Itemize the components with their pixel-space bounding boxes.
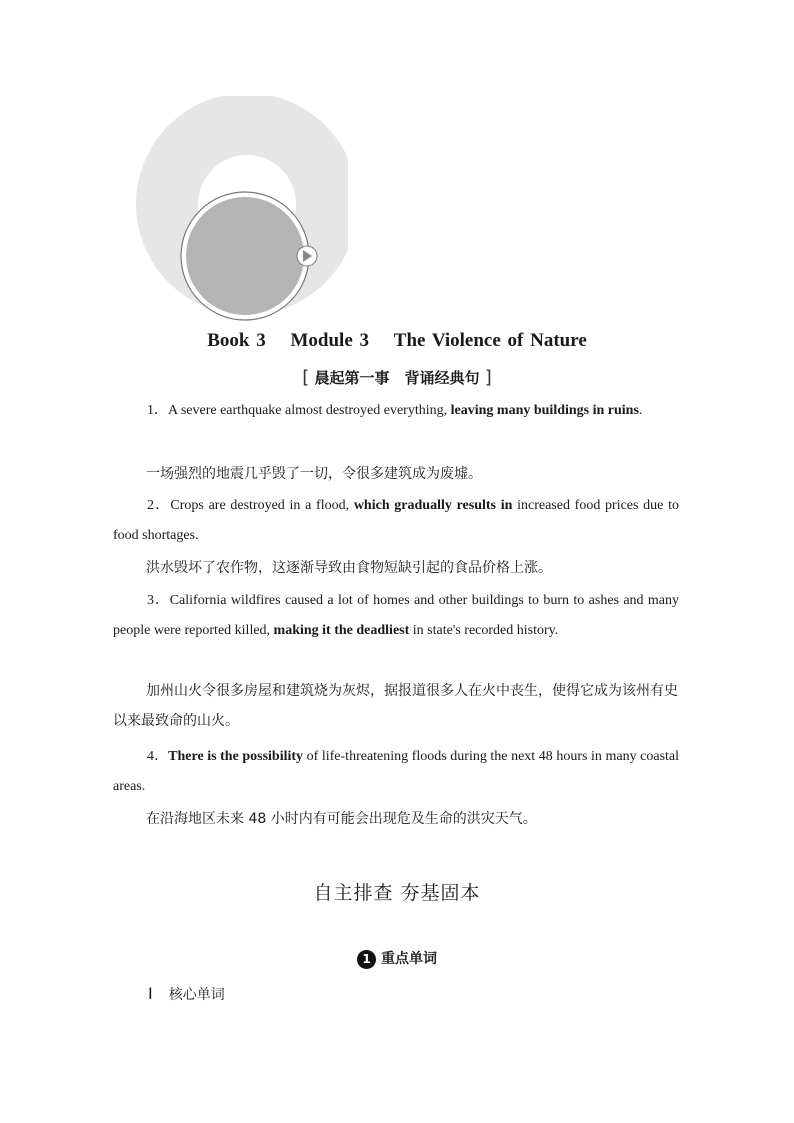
sentence-3-chinese: 加州山火令很多房屋和建筑烧为灰烬，据报道很多人在火中丧生，使得它成为该州有史以来最致命的山火。: [113, 683, 678, 729]
sentence-bold-phrase: which gradually results in: [353, 498, 513, 513]
sentence-1-english: [113, 396, 679, 426]
sentence-number: 2．: [147, 498, 171, 513]
sentence-number: 4．: [147, 749, 169, 764]
sentence-2-english: [113, 491, 679, 551]
sentence-2-chinese: 洪水毁坏了农作物，这逐渐导致由食物短缺引起的食品价格上涨。: [146, 560, 552, 576]
sentence-bold-phrase: leaving many buildings in ruins: [450, 403, 639, 418]
bracket-close: ]: [484, 367, 492, 388]
key-words-heading: [0, 948, 794, 969]
key-words-label: 重点单词: [381, 951, 437, 967]
subtitle: [0, 367, 794, 388]
sentence-4-chinese: 在沿海地区未来 48 小时内有可能会出现危及生命的洪灾天气。: [146, 811, 537, 827]
sentence-1-chinese: 一场强烈的地震几乎毁了一切，令很多建筑成为废墟。: [146, 466, 482, 482]
sentence-text: A severe earthquake almost destroyed everything,: [168, 403, 451, 418]
sentence-bold-phrase: There is the possibility: [168, 749, 304, 764]
sentence-number: 1．: [147, 403, 168, 418]
bracket-open: [: [302, 367, 310, 388]
sentence-text: Crops are destroyed in a flood,: [170, 498, 354, 513]
subtitle-text: 晨起第一事 背诵经典句: [314, 369, 480, 387]
sentence-number: 3．: [147, 593, 170, 608]
sentence-3-english: [113, 586, 679, 646]
core-words-label: 核心单词: [168, 987, 225, 1003]
sentence-text: California wildfires caused a lot of homes and other buildings to burn to ashes and many people were reported killed,: [113, 593, 680, 638]
sentence-text: of life-threatening floods during the next 48 hours in many coastal areas.: [113, 749, 680, 794]
book-label: Book 3: [207, 330, 266, 351]
sentence-bold-phrase: making it the deadliest: [273, 623, 410, 638]
sentence-text: increased food prices due to food shortages.: [113, 498, 679, 543]
section-title: 自主排查 夯基固本: [313, 882, 481, 904]
module-label: Module 3: [290, 330, 370, 351]
core-words-heading: [148, 984, 225, 1004]
sentence-text: .: [638, 403, 643, 418]
page-title: [0, 330, 794, 352]
topic-label: The Violence of Nature: [393, 330, 587, 351]
roman-numeral: Ⅰ: [148, 986, 153, 1003]
disc-fill: [186, 197, 304, 315]
number-badge-icon: 1: [357, 950, 376, 969]
sentence-text: in state's recorded history.: [409, 623, 559, 638]
sentence-4-english: [113, 742, 679, 802]
decorative-ring-graphic: [112, 96, 348, 322]
